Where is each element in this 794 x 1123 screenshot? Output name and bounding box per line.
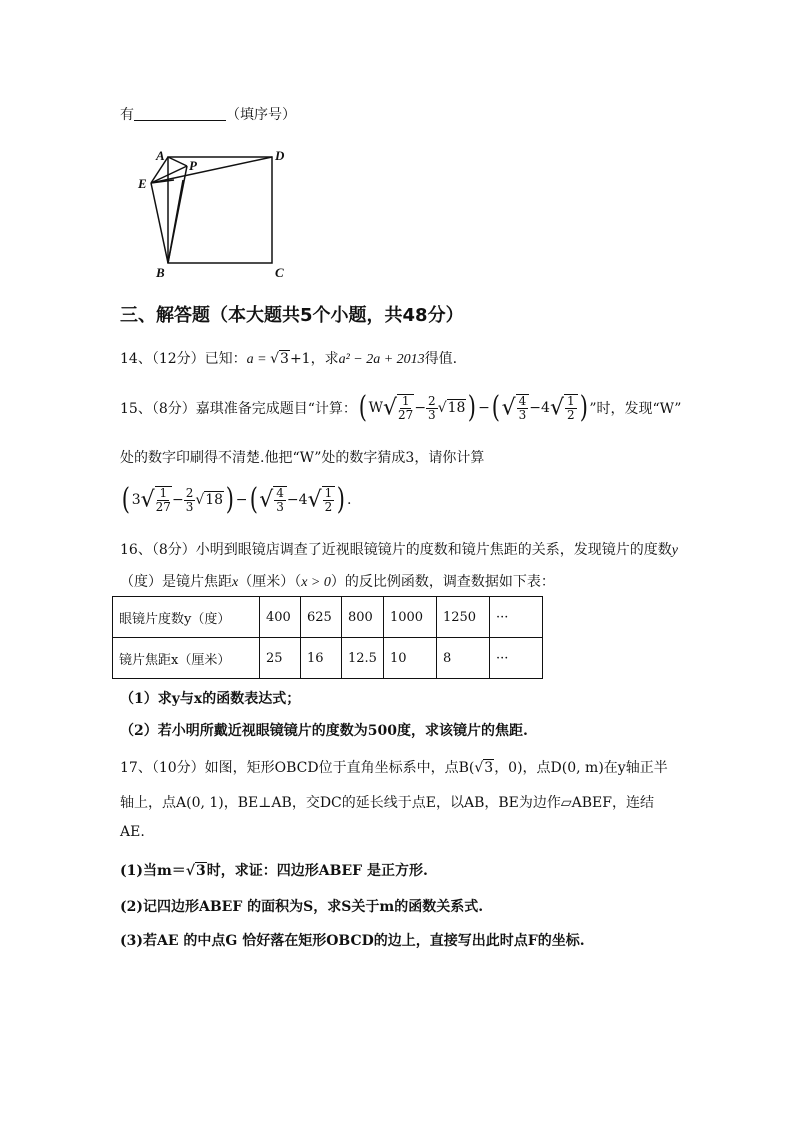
q17-sub1-sqrt3: √3	[185, 863, 206, 879]
table-cell: ···	[489, 597, 542, 638]
paren-open-2: (	[491, 390, 500, 425]
label-c: C	[275, 265, 284, 280]
paren-open: (	[358, 390, 367, 425]
square-abcd	[168, 157, 272, 263]
table-row-header: 眼镜片度数y（度）	[113, 597, 260, 638]
question-14	[120, 348, 457, 368]
q17-sub3: (3)若AE 的中点G 恰好落在矩形OBCD的边上，直接写出此时点F的坐标.	[120, 933, 585, 949]
paren-close-2: )	[579, 390, 588, 425]
label-e: E	[138, 176, 147, 191]
q14-ask: ，求	[310, 351, 339, 367]
paren-close-3: )	[225, 482, 235, 517]
q14-lead: 14、（12分）已知：	[120, 351, 247, 367]
question-17-line2: 轴上，点A(0, 1)，BE⊥AB，交DC的延长线于点E，以AB，BE为边作▱ABEF，连结	[120, 795, 654, 811]
q14-a-eq: a =	[246, 352, 271, 367]
q15-four-b: 4	[298, 492, 308, 508]
q14-expression: a² − 2a + 2013	[338, 352, 425, 367]
table-cell: 10	[383, 638, 436, 679]
label-b: B	[156, 265, 165, 280]
q15-minus4: −	[171, 492, 184, 508]
table-cell: 1000	[383, 597, 436, 638]
table-cell: 25	[260, 638, 301, 679]
table-cell: 800	[342, 597, 384, 638]
q15-lead: 15、（8分）嘉琪准备完成题目“计算：	[120, 401, 357, 417]
question-15-line2: 处的数字印刷得不清楚.他把“W”处的数字猜成3，请你计算	[120, 450, 485, 466]
q15-four: 4	[541, 400, 550, 416]
table-row	[113, 638, 543, 679]
label-d: D	[275, 148, 285, 163]
table-cell: 1250	[436, 597, 489, 638]
paren-open-4: (	[249, 482, 258, 517]
label-a: A	[156, 148, 165, 163]
q16-line2c: ）的反比例函数，调查数据如下表：	[330, 574, 555, 590]
q15-minus1: −	[414, 400, 427, 416]
q15-rad3b: √ $\frac{4}{3}$	[259, 486, 287, 514]
table-row-header: 镜片焦距x（厘米）	[113, 638, 260, 679]
label-p: P	[189, 158, 197, 173]
question-15-line3	[120, 478, 351, 522]
q14-tail: 得值.	[424, 351, 458, 367]
question-15-line1	[120, 386, 681, 430]
q15-w: W	[368, 400, 383, 416]
q16-line2a: （度）是镜片焦距	[120, 574, 232, 590]
q15-three: 3	[131, 492, 141, 508]
table-cell: 16	[301, 638, 342, 679]
q15-rad1b: √ $\frac{1}{27}$	[140, 486, 171, 514]
paren-close: )	[468, 390, 477, 425]
table-cell: 12.5	[342, 638, 384, 679]
table-cell: 8	[436, 638, 489, 679]
q15-rad4b: √ $\frac{1}{2}$	[308, 486, 336, 514]
question-16-line2	[120, 571, 555, 591]
paren-close-4: )	[337, 482, 346, 517]
q14-sqrt-body: 3	[280, 351, 289, 367]
q15-rad3: √ $\frac{4}{3}$	[502, 394, 530, 422]
fill-in-suffix: （填序号）	[226, 107, 296, 123]
q15-frac-2-3: $\frac{2}{3}$	[428, 393, 436, 422]
q16-y: y	[671, 543, 678, 558]
q15-frac-2-3b: $\frac{2}{3}$	[185, 485, 194, 514]
q17-sub1	[120, 860, 428, 880]
q14-plus-one: +1	[289, 351, 311, 367]
q15-minus3: −	[529, 400, 542, 416]
segment-ed	[151, 157, 272, 183]
table-cell: ···	[489, 638, 542, 679]
q15-minus5: −	[235, 492, 248, 508]
q17-line1a: 17、（10分）如图，矩形OBCD位于直角坐标系中，点B(	[120, 760, 475, 776]
data-table	[112, 596, 543, 679]
fill-in-line	[120, 104, 296, 124]
segment-ap	[168, 157, 187, 166]
table-row	[113, 597, 543, 638]
table-cell: 625	[301, 597, 342, 638]
paren-open-3: (	[121, 482, 130, 517]
answer-blank	[134, 106, 226, 121]
q16-condition: x > 0	[301, 575, 331, 590]
q15-sqrt18b: √18	[195, 492, 224, 508]
segment-eb	[151, 183, 168, 263]
q16-line2b: （厘米）（	[238, 574, 302, 590]
q16-line1-text: 16、（8分）小明到眼镜店调查了近视眼镜镜片的度数和镜片焦距的关系，发现镜片的度数	[120, 542, 672, 558]
question-17-line1	[120, 757, 668, 777]
q17-sub2: (2)记四边形ABEF 的面积为S，求S关于m的函数关系式.	[120, 899, 484, 915]
table-cell: 400	[260, 597, 301, 638]
q17-sqrt3: √3	[474, 760, 494, 776]
q17-sub1a: (1)当m＝	[120, 863, 186, 879]
section-title: 三、解答题（本大题共5个小题，共48分）	[120, 305, 464, 326]
question-17-line3: AE.	[120, 824, 145, 840]
q14-sqrt: √3	[270, 351, 289, 367]
q15-rad1: √ $\frac{1}{27}$	[383, 394, 414, 422]
q16-sub1: （1）求y与x的函数表达式；	[120, 691, 301, 707]
q15-minus6: −	[286, 492, 299, 508]
q15-minus2: −	[478, 400, 490, 416]
q15-tail: ”时，发现“W”	[589, 401, 682, 417]
geometry-figure	[134, 140, 304, 280]
q16-x: x	[232, 575, 239, 590]
q17-sub1b: 时，求证：四边形ABEF 是正方形.	[206, 863, 428, 879]
question-16-line1	[120, 539, 678, 559]
q15-period: .	[346, 492, 352, 508]
segment-b-inner	[168, 180, 183, 263]
q15-sqrt18: √18	[437, 400, 466, 416]
q16-sub2: （2）若小明所戴近视眼镜镜片的度数为500度，求该镜片的焦距.	[120, 723, 528, 739]
q17-line1b: ，0)，点D(0, m)在y轴正半	[494, 760, 668, 776]
q15-rad4: √ $\frac{1}{2}$	[550, 394, 578, 422]
fill-in-prefix: 有	[120, 107, 134, 123]
